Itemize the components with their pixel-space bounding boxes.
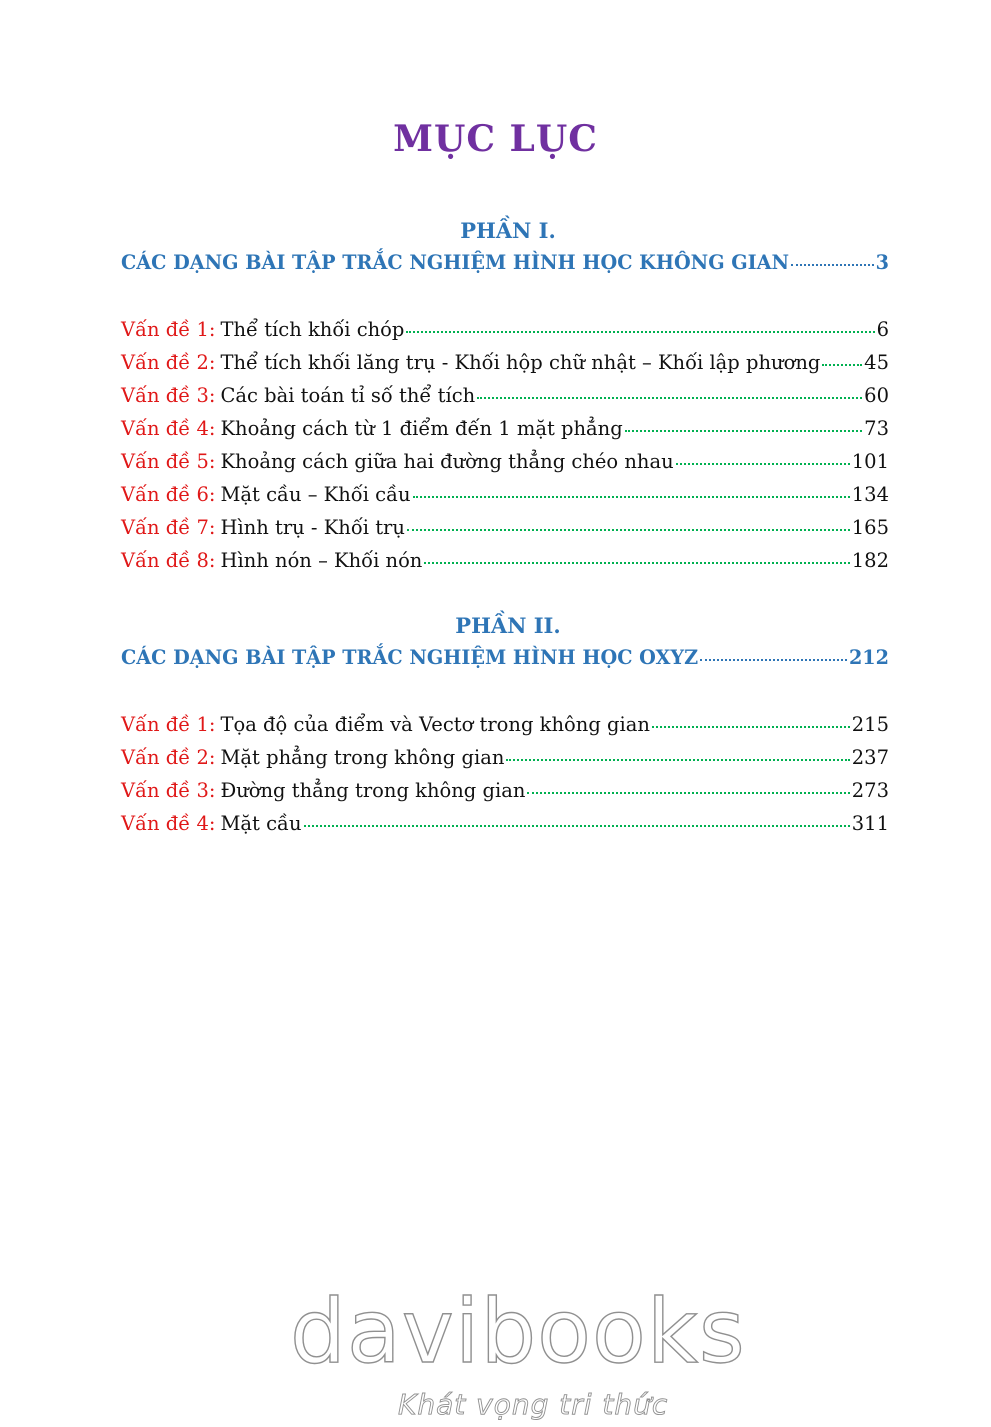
entry-topic: Đường thẳng trong không gian — [220, 779, 526, 802]
entry-prefix: Vấn đề 7: — [121, 516, 216, 539]
entry-page: 134 — [851, 483, 889, 506]
entry-page: 165 — [851, 516, 889, 539]
toc-entry[interactable] — [121, 746, 889, 776]
toc-entry[interactable] — [121, 713, 889, 743]
dot-leader — [625, 429, 862, 432]
dot-leader — [477, 396, 862, 399]
entry-prefix: Vấn đề 8: — [121, 549, 216, 572]
dot-leader — [676, 462, 850, 465]
entry-prefix: Vấn đề 2: — [121, 746, 216, 769]
entry-topic: Thể tích khối chóp — [220, 318, 405, 341]
toc-entry[interactable] — [121, 450, 889, 480]
part-1-heading: CÁC DẠNG BÀI TẬP TRẮC NGHIỆM HÌNH HỌC KHÔNG GIAN — [121, 251, 790, 274]
entry-prefix: Vấn đề 5: — [121, 450, 216, 473]
entry-topic: Các bài toán tỉ số thể tích — [220, 384, 476, 407]
dot-leader — [406, 330, 874, 333]
entry-prefix: Vấn đề 1: — [121, 318, 216, 341]
toc-entry[interactable] — [121, 516, 889, 546]
watermark-brand: davibooks — [290, 1280, 746, 1383]
watermark-slogan: Khát vọng tri thức — [398, 1388, 669, 1421]
toc-entry[interactable] — [121, 779, 889, 809]
entry-topic: Mặt phẳng trong không gian — [220, 746, 505, 769]
entry-prefix: Vấn đề 3: — [121, 779, 216, 802]
part-1-label: PHẦN I. — [460, 218, 556, 243]
dot-leader — [304, 824, 850, 827]
toc-entry[interactable] — [121, 351, 889, 381]
dot-leader — [407, 528, 850, 531]
dot-leader — [652, 725, 850, 728]
entry-page: 311 — [851, 812, 889, 835]
entry-page: 45 — [864, 351, 889, 374]
toc-entry[interactable] — [121, 812, 889, 842]
watermark-logo — [290, 1280, 746, 1421]
entry-page: 273 — [851, 779, 889, 802]
toc-entry[interactable] — [121, 549, 889, 579]
entry-topic: Khoảng cách giữa hai đường thẳng chéo nhau — [220, 450, 674, 473]
entry-topic: Tọa độ của điểm và Vectơ trong không gian — [220, 713, 650, 736]
toc-entry[interactable] — [121, 318, 889, 348]
entry-topic: Mặt cầu — [220, 812, 302, 835]
part-1-page: 3 — [875, 251, 889, 274]
entry-prefix: Vấn đề 6: — [121, 483, 216, 506]
dot-leader — [700, 658, 847, 661]
dot-leader — [424, 561, 849, 564]
entry-prefix: Vấn đề 4: — [121, 812, 216, 835]
page-title: MỤC LỤC — [393, 118, 598, 160]
entry-topic: Hình trụ - Khối trụ — [220, 516, 405, 539]
part-2-label: PHẦN II. — [455, 613, 561, 638]
entry-page: 215 — [851, 713, 889, 736]
toc-entry[interactable] — [121, 384, 889, 414]
dot-leader — [413, 495, 850, 498]
dot-leader — [527, 791, 849, 794]
dot-leader — [822, 363, 862, 366]
entry-prefix: Vấn đề 3: — [121, 384, 216, 407]
dot-leader — [791, 263, 874, 266]
part-2-heading-row[interactable] — [121, 646, 889, 676]
toc-entry[interactable] — [121, 483, 889, 513]
entry-page: 237 — [851, 746, 889, 769]
part-1-heading-row[interactable] — [121, 251, 889, 281]
dot-leader — [506, 758, 849, 761]
entry-page: 60 — [864, 384, 889, 407]
entry-topic: Khoảng cách từ 1 điểm đến 1 mặt phẳng — [220, 417, 623, 440]
part-2-page: 212 — [848, 646, 889, 669]
entry-page: 101 — [851, 450, 889, 473]
entry-page: 6 — [876, 318, 889, 341]
entry-prefix: Vấn đề 1: — [121, 713, 216, 736]
entry-topic: Hình nón – Khối nón — [220, 549, 423, 572]
entry-topic: Mặt cầu – Khối cầu — [220, 483, 411, 506]
part-2-heading: CÁC DẠNG BÀI TẬP TRẮC NGHIỆM HÌNH HỌC OXYZ — [121, 646, 699, 669]
entry-topic: Thể tích khối lăng trụ - Khối hộp chữ nhật – Khối lập phương — [220, 351, 821, 374]
entry-page: 182 — [851, 549, 889, 572]
entry-prefix: Vấn đề 2: — [121, 351, 216, 374]
entry-page: 73 — [864, 417, 889, 440]
entry-prefix: Vấn đề 4: — [121, 417, 216, 440]
toc-entry[interactable] — [121, 417, 889, 447]
